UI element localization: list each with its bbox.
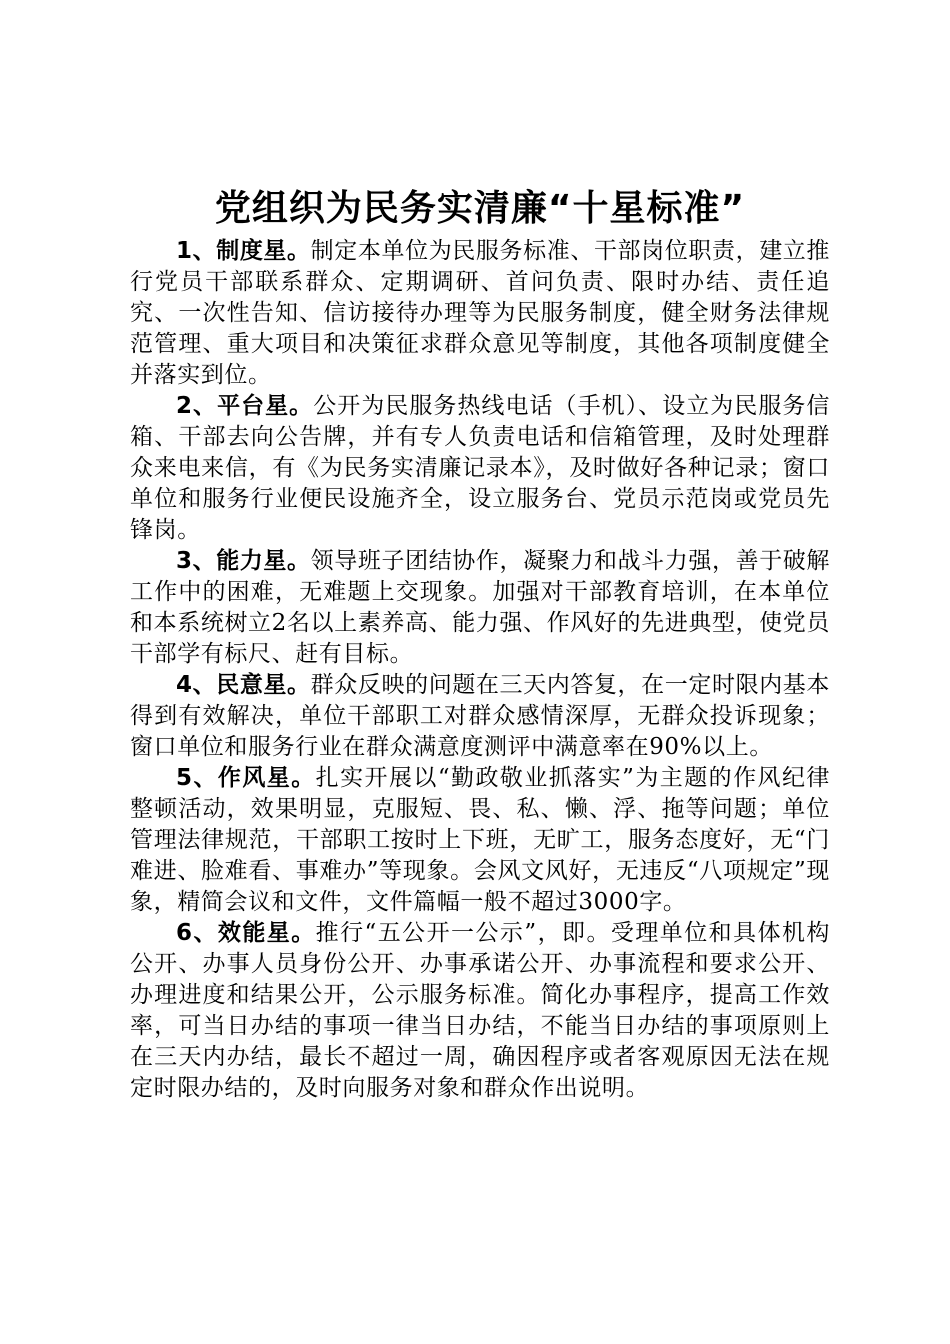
item-text: 扎实开展以“勤政敬业抓落实”为主题的作风纪律整顿活动，效果明显，克服短、畏、私、懒、浮、拖等问题；单位管理法律规范，干部职工按时上下班，无旷工，服务态度好，无“门难进、脸难看、事难办”等现象。会风文风好，无违反“八项规定”现象，精简会议和文件，文件篇幅一般不超过3000字。 [130, 765, 831, 915]
item-heading: 6、效能星。 [176, 920, 316, 946]
item-text: 制定本单位为民服务标准、干部岗位职责，建立推行党员干部联系群众、定期调研、首问负责、限时办结、责任追究、一次性告知、信访接待办理等为民服务制度，健全财务法律规范管理、重大项目和决策征求群众意见等制度，其他各项制度健全并落实到位。 [130, 238, 831, 388]
item-text: 推行“五公开一公示”，即。受理单位和具体机构公开、办事人员身份公开、办事承诺公开、办事流程和要求公开、办理进度和结果公开，公示服务标准。简化办事程序，提高工作效率，可当日办结的事项一律当日办结，不能当日办结的事项原则上在三天内办结，最长不超过一周，确因程序或者客观原因无法在规定时限办结的，及时向服务对象和群众作出说明。 [130, 920, 831, 1101]
item-heading: 5、作风星。 [176, 765, 316, 791]
paragraph-item-3 [130, 546, 830, 670]
document-body [130, 236, 830, 1104]
paragraph-item-6 [130, 918, 830, 1104]
item-text: 公开为民服务热线电话（手机）、设立为民服务信箱、干部去向公告牌，并有专人负责电话和信箱管理，及时处理群众来电来信，有《为民务实清廉记录本》，及时做好各种记录；窗口单位和服务行业便民设施齐全，设立服务台、党员示范岗或党员先锋岗。 [130, 393, 830, 543]
item-text: 群众反映的问题在三天内答复，在一定时限内基本得到有效解决，单位干部职工对群众感情深厚，无群众投诉现象；窗口单位和服务行业在群众满意度测评中满意率在90%以上。 [130, 672, 831, 760]
item-heading: 1、制度星。 [176, 238, 311, 264]
document-title: 党组织为民务实清廉“十星标准” [214, 188, 746, 229]
paragraph-item-1 [130, 236, 830, 391]
paragraph-item-2 [130, 391, 830, 546]
item-heading: 4、民意星。 [176, 672, 311, 698]
item-text: 领导班子团结协作，凝聚力和战斗力强，善于破解工作中的困难，无难题上交现象。加强对干部教育培训，在本单位和本系统树立2名以上素养高、能力强、作风好的先进典型，使党员干部学有标尺、赶有目标。 [130, 548, 831, 667]
paragraph-item-4 [130, 670, 830, 763]
item-heading: 3、能力星。 [176, 548, 311, 574]
item-heading: 2、平台星。 [176, 393, 314, 419]
paragraph-item-5 [130, 763, 830, 918]
